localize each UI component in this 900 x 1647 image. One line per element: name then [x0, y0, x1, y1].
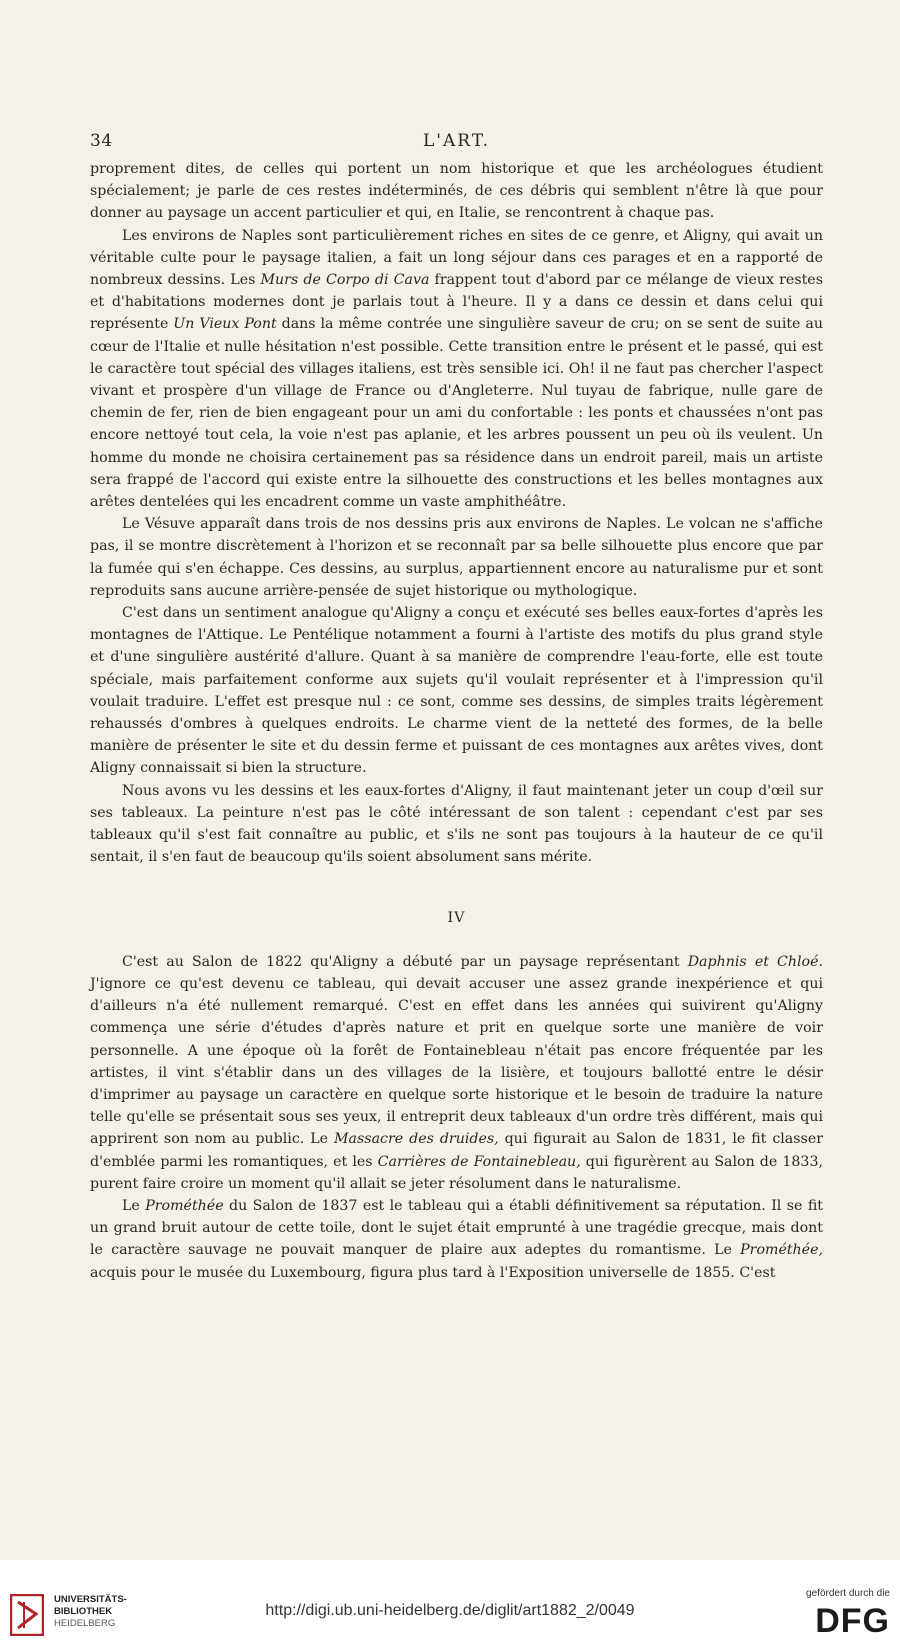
sponsor-caption: gefördert durch die: [806, 1588, 890, 1599]
digitization-footer: [0, 1580, 900, 1647]
section-heading: IV: [447, 909, 466, 926]
permalink-url[interactable]: http://digi.ub.uni-heidelberg.de/diglit/art1882_2/0049: [265, 1602, 635, 1619]
paragraph-6: C'est au Salon de 1822 qu'Aligny a débuté par un paysage représentant Daphnis et Chloé. J'ignore ce qu'est devenu ce tableau, qui devait accuser une assez grande inexpérience et qui d'ailleurs n'a été nullement remarqué. C'est en effet dans les années qui suivirent qu'Aligny commença une série d'études d'après nature et prit en quelque sorte une manière de voir personnelle. A une époque où la forêt de Fontainebleau n'était pas encore fréquentée par les artistes, il vint s'établir dans un des villages de la lisière, et toujours ballotté entre le désir d'imprimer au paysage un caractère en quelque sorte historique et le besoin de traduire la nature telle qu'elle se présentait sous ses yeux, il entreprit deux tableaux d'un ordre très différent, mais qui apprirent son nom au public. Le Massacre des druides, qui figurait au Salon de 1831, le fit classer d'emblée parmi les romantiques, et les Carrières de Fontainebleau, qui figurèrent au Salon de 1833, purent faire croire un moment qu'il allait se jeter résolument dans le naturalisme.: [90, 953, 824, 1192]
dfg-logo: DFG: [815, 1602, 890, 1640]
body-text: [90, 158, 823, 1284]
paragraph-5: Nous avons vu les dessins et les eaux-fortes d'Aligny, il faut maintenant jeter un coup d'œil sur ses tableaux. La peinture n'est pas le côté intéressant de son talent : cependant c'est par ses tableaux qu'il s'est fait connaître au public, et s'ils ne sont pas toujours à la hauteur de ce qu'il sentait, il s'en faut de beaucoup qu'ils soient absolument sans mérite.: [90, 782, 823, 866]
paragraph-4: C'est dans un sentiment analogue qu'Aligny a conçu et exécuté ses belles eaux-fortes d'après les montagnes de l'Attique. Le Pentélique notamment a fourni à l'artiste des motifs du plus grand style et d'une singulière austérité d'allure. Quant à sa manière de comprendre l'eau-forte, elle est toute spéciale, mais parfaitement conforme aux sujets qu'il voulait représenter et à l'impression qu'il voulait traduire. L'effet est presque nul : ce sont, comme ses dessins, de simples traits légèrement rehaussés d'ombres à quelques endroits. Le charme vient de la netteté des formes, de la belle manière de présenter le site et du dessin ferme et puissant de ces montagnes aux arêtes vives, dont Aligny connaissait si bien la structure.: [90, 605, 823, 777]
paragraph-3: Le Vésuve apparaît dans trois de nos dessins pris aux environs de Naples. Le volcan ne s'affiche pas, il se montre discrètement à l'horizon et se reconnaît par sa belle silhouette plus encore que par la fumée qui s'en échappe. Ces dessins, au surplus, appartiennent encore au naturalisme pur et sont reproduits sans aucune arrière-pensée de sujet historique ou mythologique.: [90, 516, 823, 599]
page-number: 34: [90, 131, 113, 151]
running-head: [90, 131, 823, 153]
paragraph-2: Les environs de Naples sont particulièrement riches en sites de ce genre, et Aligny, qui avait un véritable culte pour le paysage italien, a fait un long séjour dans ces parages et en a rapporté de nombreux dessins. Les Murs de Corpo di Cava frappent tout d'abord par ce mélange de vieux restes et d'habitations modernes dont je parlais tout à l'heure. Il y a dans ce dessin et dans celui qui représente Un Vieux Pont dans la même contrée une singulière saveur de cru; on se sent de suite au cœur de l'Italie et nulle hésitation n'est possible. Cette transition entre le présent et le passé, qui est le caractère tout spécial des villages italiens, est très sensible ici. Oh! il ne faut pas chercher l'aspect vivant et prospère d'un village de France ou d'Angleterre. Nul tuyau de fabrique, nulle gare de chemin de fer, rien de bien engageant pour un ami du confortable : les ponts et chaussées n'ont pas encore nettoyé tout cela, la voie n'est pas aplanie, et les arbres poussent un peu où ils veulent. Un homme du monde ne choisira certainement pas sa résidence dans un endroit pareil, mais un artiste sera frappé de l'accord qui existe entre la silhouette des constructions et les belles montagnes aux arêtes dentelées qui les encadrent comme un vaste amphithéâtre.: [90, 227, 823, 511]
sponsor-block[interactable]: [770, 1588, 890, 1642]
paragraph-7: Le Prométhée du Salon de 1837 est le tableau qui a établi définitivement sa réputation. Il se fit un grand bruit autour de cette toile, dont le sujet était emprunté à une tragédie grecque, mais dont le caractère sauvage ne pouvait manquer de plaire aux adeptes du romantisme. Le Prométhée, acquis pour le musée du Luxembourg, figura plus tard à l'Exposition universelle de 1855. C'est: [90, 1197, 824, 1281]
library-emblem-icon: [10, 1594, 44, 1636]
library-name: UNIVERSITÄTS- BIBLIOTHEK HEIDELBERG: [54, 1594, 127, 1629]
journal-title: L'ART.: [423, 131, 490, 151]
library-logo[interactable]: [10, 1592, 220, 1638]
paragraph-1: proprement dites, de celles qui portent un nom historique et que les archéologues étudient spécialement; je parle de ces restes indéterminés, de ces débris qui semblent n'être là que pour donner au paysage un accent particulier et qui, en Italie, se rencontrent à chaque pas.: [90, 161, 823, 222]
